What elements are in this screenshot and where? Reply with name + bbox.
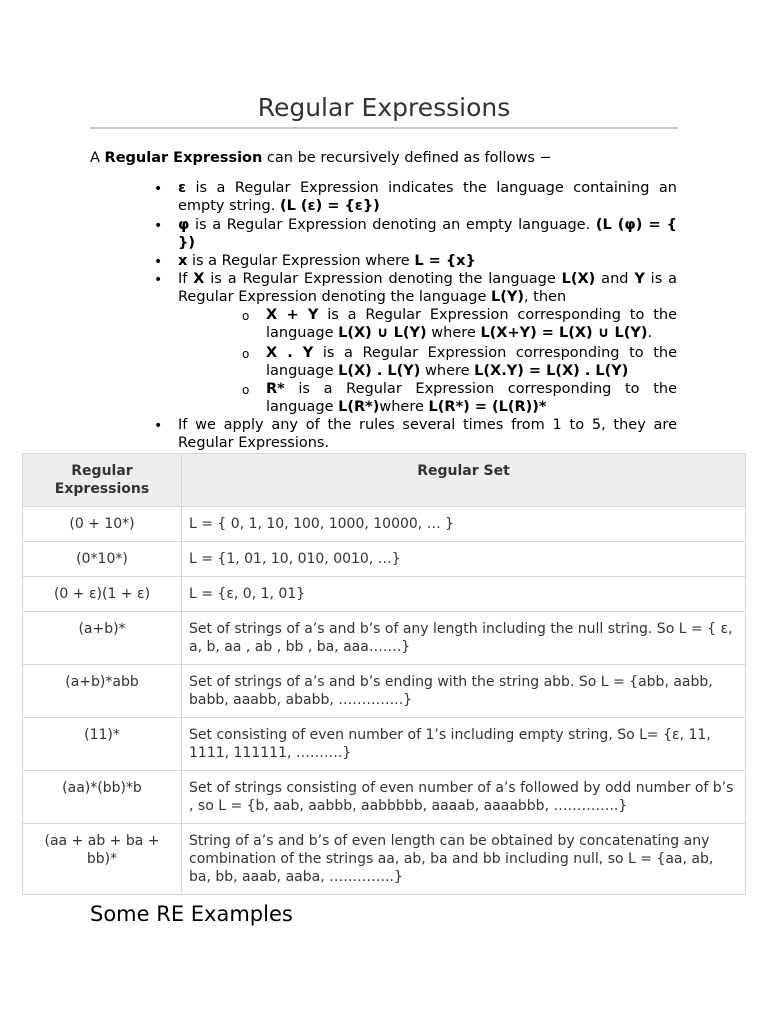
column-header: Regular Expressions [23,454,182,507]
rule-phi: φ is a Regular Expression denoting an empty language. (L (φ) = { }) [178,217,677,251]
rule-union: X + Y is a Regular Expression corresponding to the language L(X) ∪ L(Y) where L(X+Y) = L(X) ∪ L(Y). [266,307,677,341]
sub-bullet-marker: o [242,347,250,361]
bullet-marker: • [154,254,163,270]
table-header-row [23,454,746,507]
re-cell: (aa)*(bb)*b [23,771,182,824]
section-heading: Some RE Examples [90,902,293,926]
rule-epsilon: ε is a Regular Expression indicates the language containing an empty string. (L (ε) = {ε}) [178,180,677,214]
rule-repeat: If we apply any of the rules several times from 1 to 5, they are Regular Expressions. [178,417,677,451]
table-row [23,771,746,824]
re-cell: (0 + 10*) [23,507,182,542]
table-row [23,507,746,542]
set-cell: String of a’s and b’s of even length can be obtained by concatenating any combination of the strings aa, ab, ba and bb including null, so L = {aa, ab, ba, bb, aaab, aaba, …………..} [182,824,746,895]
re-cell: (a+b)* [23,612,182,665]
set-cell: Set of strings of a’s and b’s of any length including the null string. So L = { ε, a, b, aa , ab , bb , ba, aaa…….} [182,612,746,665]
table-row [23,612,746,665]
rule-kleene-star: R* is a Regular Expression corresponding to the language L(R*)where L(R*) = (L(R))* [266,381,677,415]
table-row [23,665,746,718]
set-cell: Set consisting of even number of 1’s including empty string, So L= {ε, 11, 1111, 111111, ……….} [182,718,746,771]
re-cell: (11)* [23,718,182,771]
rule-x: x is a Regular Expression where L = {x} [178,253,476,269]
table-row [23,718,746,771]
re-cell: (0*10*) [23,542,182,577]
table-row [23,824,746,895]
re-cell: (aa + ab + ba + bb)* [23,824,182,895]
intro-paragraph: A Regular Expression can be recursively defined as follows − [90,150,552,166]
rule-concatenation: X . Y is a Regular Expression corresponding to the language L(X) . L(Y) where L(X.Y) = L(X) . L(Y) [266,345,677,379]
bullet-marker: • [154,218,163,234]
page-title: Regular Expressions [90,92,678,129]
set-cell: Set of strings of a’s and b’s ending with the string abb. So L = {abb, aabb, babb, aaabb, ababb, …………..} [182,665,746,718]
re-cell: (a+b)*abb [23,665,182,718]
bullet-marker: • [154,181,163,197]
sub-bullet-marker: o [242,309,250,323]
regular-set-table [22,453,746,895]
set-cell: Set of strings consisting of even number of a’s followed by odd number of b’s , so L = {b, aab, aabbb, aabbbbb, aaaab, aaaabbb, …………..} [182,771,746,824]
re-cell: (0 + ε)(1 + ε) [23,577,182,612]
table-row [23,542,746,577]
rule-composite: If X is a Regular Expression denoting the language L(X) and Y is a Regular Expression denoting the language L(Y), then [178,271,678,305]
set-cell: L = {1, 01, 10, 010, 0010, …} [182,542,746,577]
set-cell: L = {ε, 0, 1, 01} [182,577,746,612]
column-header: Regular Set [182,454,746,507]
sub-bullet-marker: o [242,383,250,397]
bullet-marker: • [154,272,163,288]
bullet-marker: • [154,418,163,434]
set-cell: L = { 0, 1, 10, 100, 1000, 10000, … } [182,507,746,542]
table-row [23,577,746,612]
